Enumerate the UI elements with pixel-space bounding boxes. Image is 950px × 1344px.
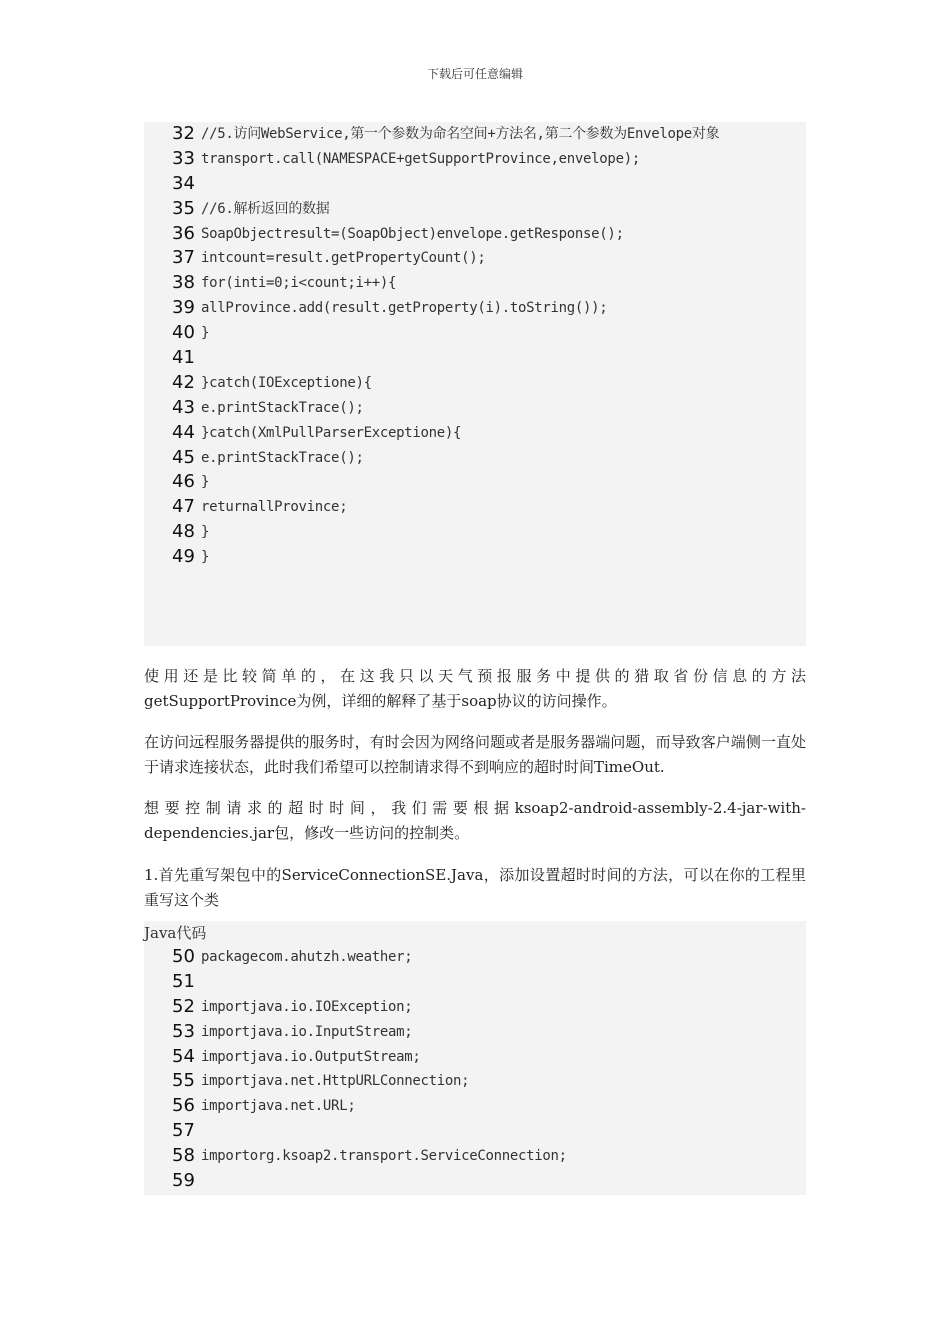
line-number: 59 [172,1170,195,1192]
code-text: allProvince.add(result.getProperty(i).toString()); [201,300,608,317]
code-text: for(inti=0;i<count;i++){ [201,275,397,292]
code-text: SoapObjectresult=(SoapObject)envelope.getResponse(); [201,225,624,242]
line-number: 42 [172,371,195,393]
line-number: 57 [172,1120,195,1142]
line-number: 36 [172,222,195,244]
line-number: 37 [172,247,195,269]
paragraph: 1.首先重写架包中的ServiceConnectionSE.Java，添加设置超时时间的方法，可以在你的工程里重写这个类 [144,866,806,909]
code-text: e.printStackTrace(); [201,449,364,466]
code-line [144,222,806,247]
line-number: 51 [172,970,195,992]
code-text: //5.访问WebService,第一个参数为命名空间+方法名,第二个参数为Envelope对象 [201,126,720,142]
paragraph: 想要控制请求的超时时间，我们需要根据ksoap2-android-assembly-2.4-jar-with-dependencies.jar包，修改一些访问的控制类。 [144,799,806,842]
line-number: 38 [172,272,195,294]
code-text: importjava.net.HttpURLConnection; [201,1073,470,1090]
line-number: 54 [172,1045,195,1067]
code-line [144,147,806,172]
code-line [144,1169,806,1194]
line-number: 58 [172,1145,195,1167]
code-text: } [201,549,210,566]
code-line [144,446,806,471]
code-line [144,470,806,495]
code-line [144,995,806,1020]
code-line [144,246,806,271]
code-text: } [201,524,210,541]
code-line [144,1020,806,1045]
code-line [144,197,806,222]
code-text: importjava.io.OutputStream; [201,1048,421,1065]
code-line [144,495,806,520]
code-text: } [201,325,210,342]
code-text: } [201,474,210,491]
line-number: 32 [172,123,195,144]
code-block [144,122,806,646]
code-text: //6.解析返回的数据 [201,200,330,217]
line-number: 45 [172,446,195,468]
line-number: 35 [172,197,195,219]
line-number: 52 [172,995,195,1017]
line-number: 39 [172,297,195,319]
code-line [144,296,806,321]
code-text: e.printStackTrace(); [201,399,364,416]
line-number: 53 [172,1020,195,1042]
paragraph: 使用还是比较简单的，在这我只以天气预报服务中提供的猎取省份信息的方法getSupportProvince为例，详细的解释了基于soap协议的访问操作。 [144,667,806,710]
line-number: 50 [172,946,195,967]
code-text: importjava.net.URL; [201,1098,356,1115]
paragraph: 在访问远程服务器提供的服务时，有时会因为网络问题或者是服务器端问题，而导致客户端侧一直处于请求连接状态，此时我们希望可以控制请求得不到响应的超时时间TimeOut. [144,733,806,776]
line-number: 47 [172,496,195,518]
code-line [144,396,806,421]
code-line [144,1069,806,1094]
line-number: 33 [172,147,195,169]
line-number: 49 [172,546,195,568]
line-number: 43 [172,396,195,418]
code-line [144,172,806,197]
code-text: importjava.io.InputStream; [201,1023,413,1040]
code-line [144,421,806,446]
code-line [144,970,806,995]
code-line [144,271,806,296]
code-text: packagecom.ahutzh.weather; [201,949,413,965]
line-number: 56 [172,1095,195,1117]
code-line [144,1045,806,1070]
code-text: intcount=result.getPropertyCount(); [201,250,486,267]
code-block [144,921,806,1195]
line-number: 40 [172,322,195,344]
code-label: Java代码 [144,924,207,942]
code-line [144,1119,806,1144]
page-header: 下载后可任意编辑 [426,67,523,81]
code-text: returnallProvince; [201,499,348,516]
code-line [144,545,806,570]
code-line [144,371,806,396]
line-number: 48 [172,521,195,543]
code-line [144,1144,806,1169]
code-text: transport.call(NAMESPACE+getSupportProvince,envelope); [201,150,640,167]
code-text: importjava.io.IOException; [201,998,413,1015]
code-text: }catch(XmlPullParserExceptione){ [201,424,462,441]
code-text: importorg.ksoap2.transport.ServiceConnection; [201,1148,567,1165]
line-number: 44 [172,421,195,443]
line-number: 41 [172,347,195,369]
code-line [144,122,806,147]
code-line [144,520,806,545]
code-line [144,1094,806,1119]
code-line [144,321,806,346]
code-line [144,346,806,371]
code-line [144,945,806,970]
code-text: }catch(IOExceptione){ [201,374,372,391]
line-number: 34 [172,172,195,194]
line-number: 46 [172,471,195,493]
line-number: 55 [172,1070,195,1092]
